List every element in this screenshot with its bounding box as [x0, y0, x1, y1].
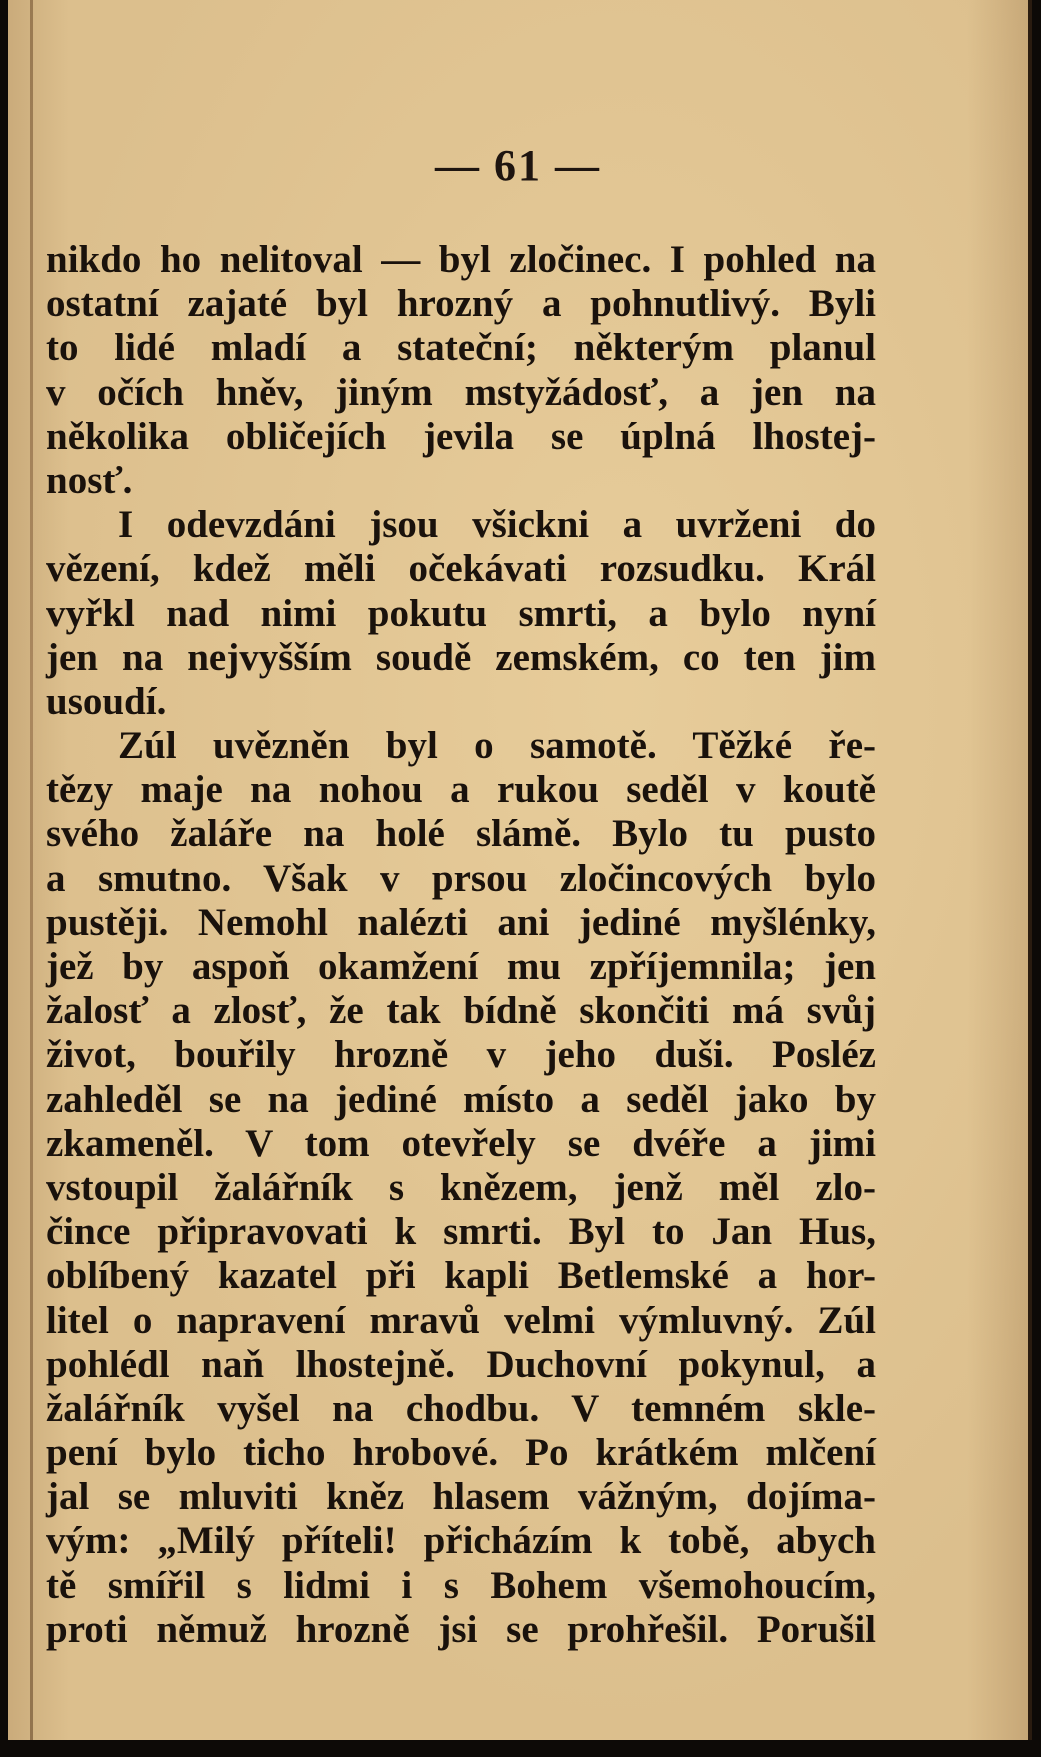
text-line: čince připravovati k smrti. Byl to Jan Hus,	[46, 1210, 876, 1254]
text-line: v očích hněv, jiným mstyžádosť, a jen na	[46, 370, 876, 414]
text-line: to lidé mladí a stateční; některým planul	[46, 326, 876, 370]
text-line: tězy maje na nohou a rukou seděl v koutě	[46, 768, 876, 812]
text-line: vyřkl nad nimi pokutu smrti, a bylo nyní	[46, 591, 876, 635]
text-line: I odevzdáni jsou všickni a uvrženi do	[118, 503, 876, 547]
text-line: Zúl uvězněn byl o samotě. Těžké ře-	[118, 724, 876, 768]
text-line: žalářník vyšel na chodbu. V temném skle-	[46, 1386, 876, 1430]
text-line: jež by aspoň okamžení mu zpříjemnila; jen	[46, 945, 876, 988]
text-line: zahleděl se na jediné místo a seděl jako by	[46, 1077, 876, 1121]
text-line: ostatní zajaté byl hrozný a pohnutlivý. Byli	[46, 282, 876, 326]
text-line: pohlédl naň lhostejně. Duchovní pokynul, a	[46, 1342, 876, 1386]
text-line: proti němuž hrozně jsi se prohřešil. Porušil	[46, 1607, 876, 1651]
text-line: nikdo ho nelitoval — byl zločinec. I pohled na	[46, 238, 876, 281]
text-line: pustěji. Nemohl nalézti ani jediné myšlénky,	[46, 900, 876, 944]
text-line: litel o napravení mravů velmi výmluvný. Zúl	[46, 1298, 876, 1342]
text-line: zkameněl. V tom otevřely se dvéře a jimi	[46, 1121, 876, 1165]
text-line: vým: „Milý příteli! přicházím k tobě, abych	[46, 1519, 876, 1563]
text-line: tě smířil s lidmi i s Bohem všemohoucím,	[46, 1563, 876, 1607]
book-page	[8, 0, 1032, 1740]
text-line: svého žaláře na holé slámě. Bylo tu pusto	[46, 812, 876, 856]
text-line: nosť.	[46, 458, 133, 502]
text-line: žalosť a zlosť, že tak bídně skončiti má svůj	[46, 989, 876, 1033]
page-gutter	[30, 0, 33, 1740]
text-line: jen na nejvyšším soudě zemském, co ten jim	[46, 635, 876, 679]
page-number: — 61 —	[435, 141, 601, 190]
text-line: usoudí.	[46, 679, 167, 723]
text-line: vězení, kdež měli očekávati rozsudku. Král	[46, 547, 876, 591]
text-line: život, bouřily hrozně v jeho duši. Posléz	[46, 1033, 876, 1077]
text-line: vstoupil žalářník s knězem, jenž měl zlo-	[46, 1165, 876, 1209]
text-line: několika obličejích jevila se úplná lhostej-	[46, 414, 876, 458]
text-line: jal se mluviti kněz hlasem vážným, dojíma-	[46, 1475, 876, 1519]
text-line: a smutno. Však v prsou zločincových bylo	[46, 856, 876, 900]
body-text	[46, 238, 876, 1652]
text-line: pení bylo ticho hrobové. Po krátkém mlčení	[46, 1431, 876, 1475]
text-line: oblíbený kazatel při kapli Betlemské a hor-	[46, 1254, 876, 1298]
